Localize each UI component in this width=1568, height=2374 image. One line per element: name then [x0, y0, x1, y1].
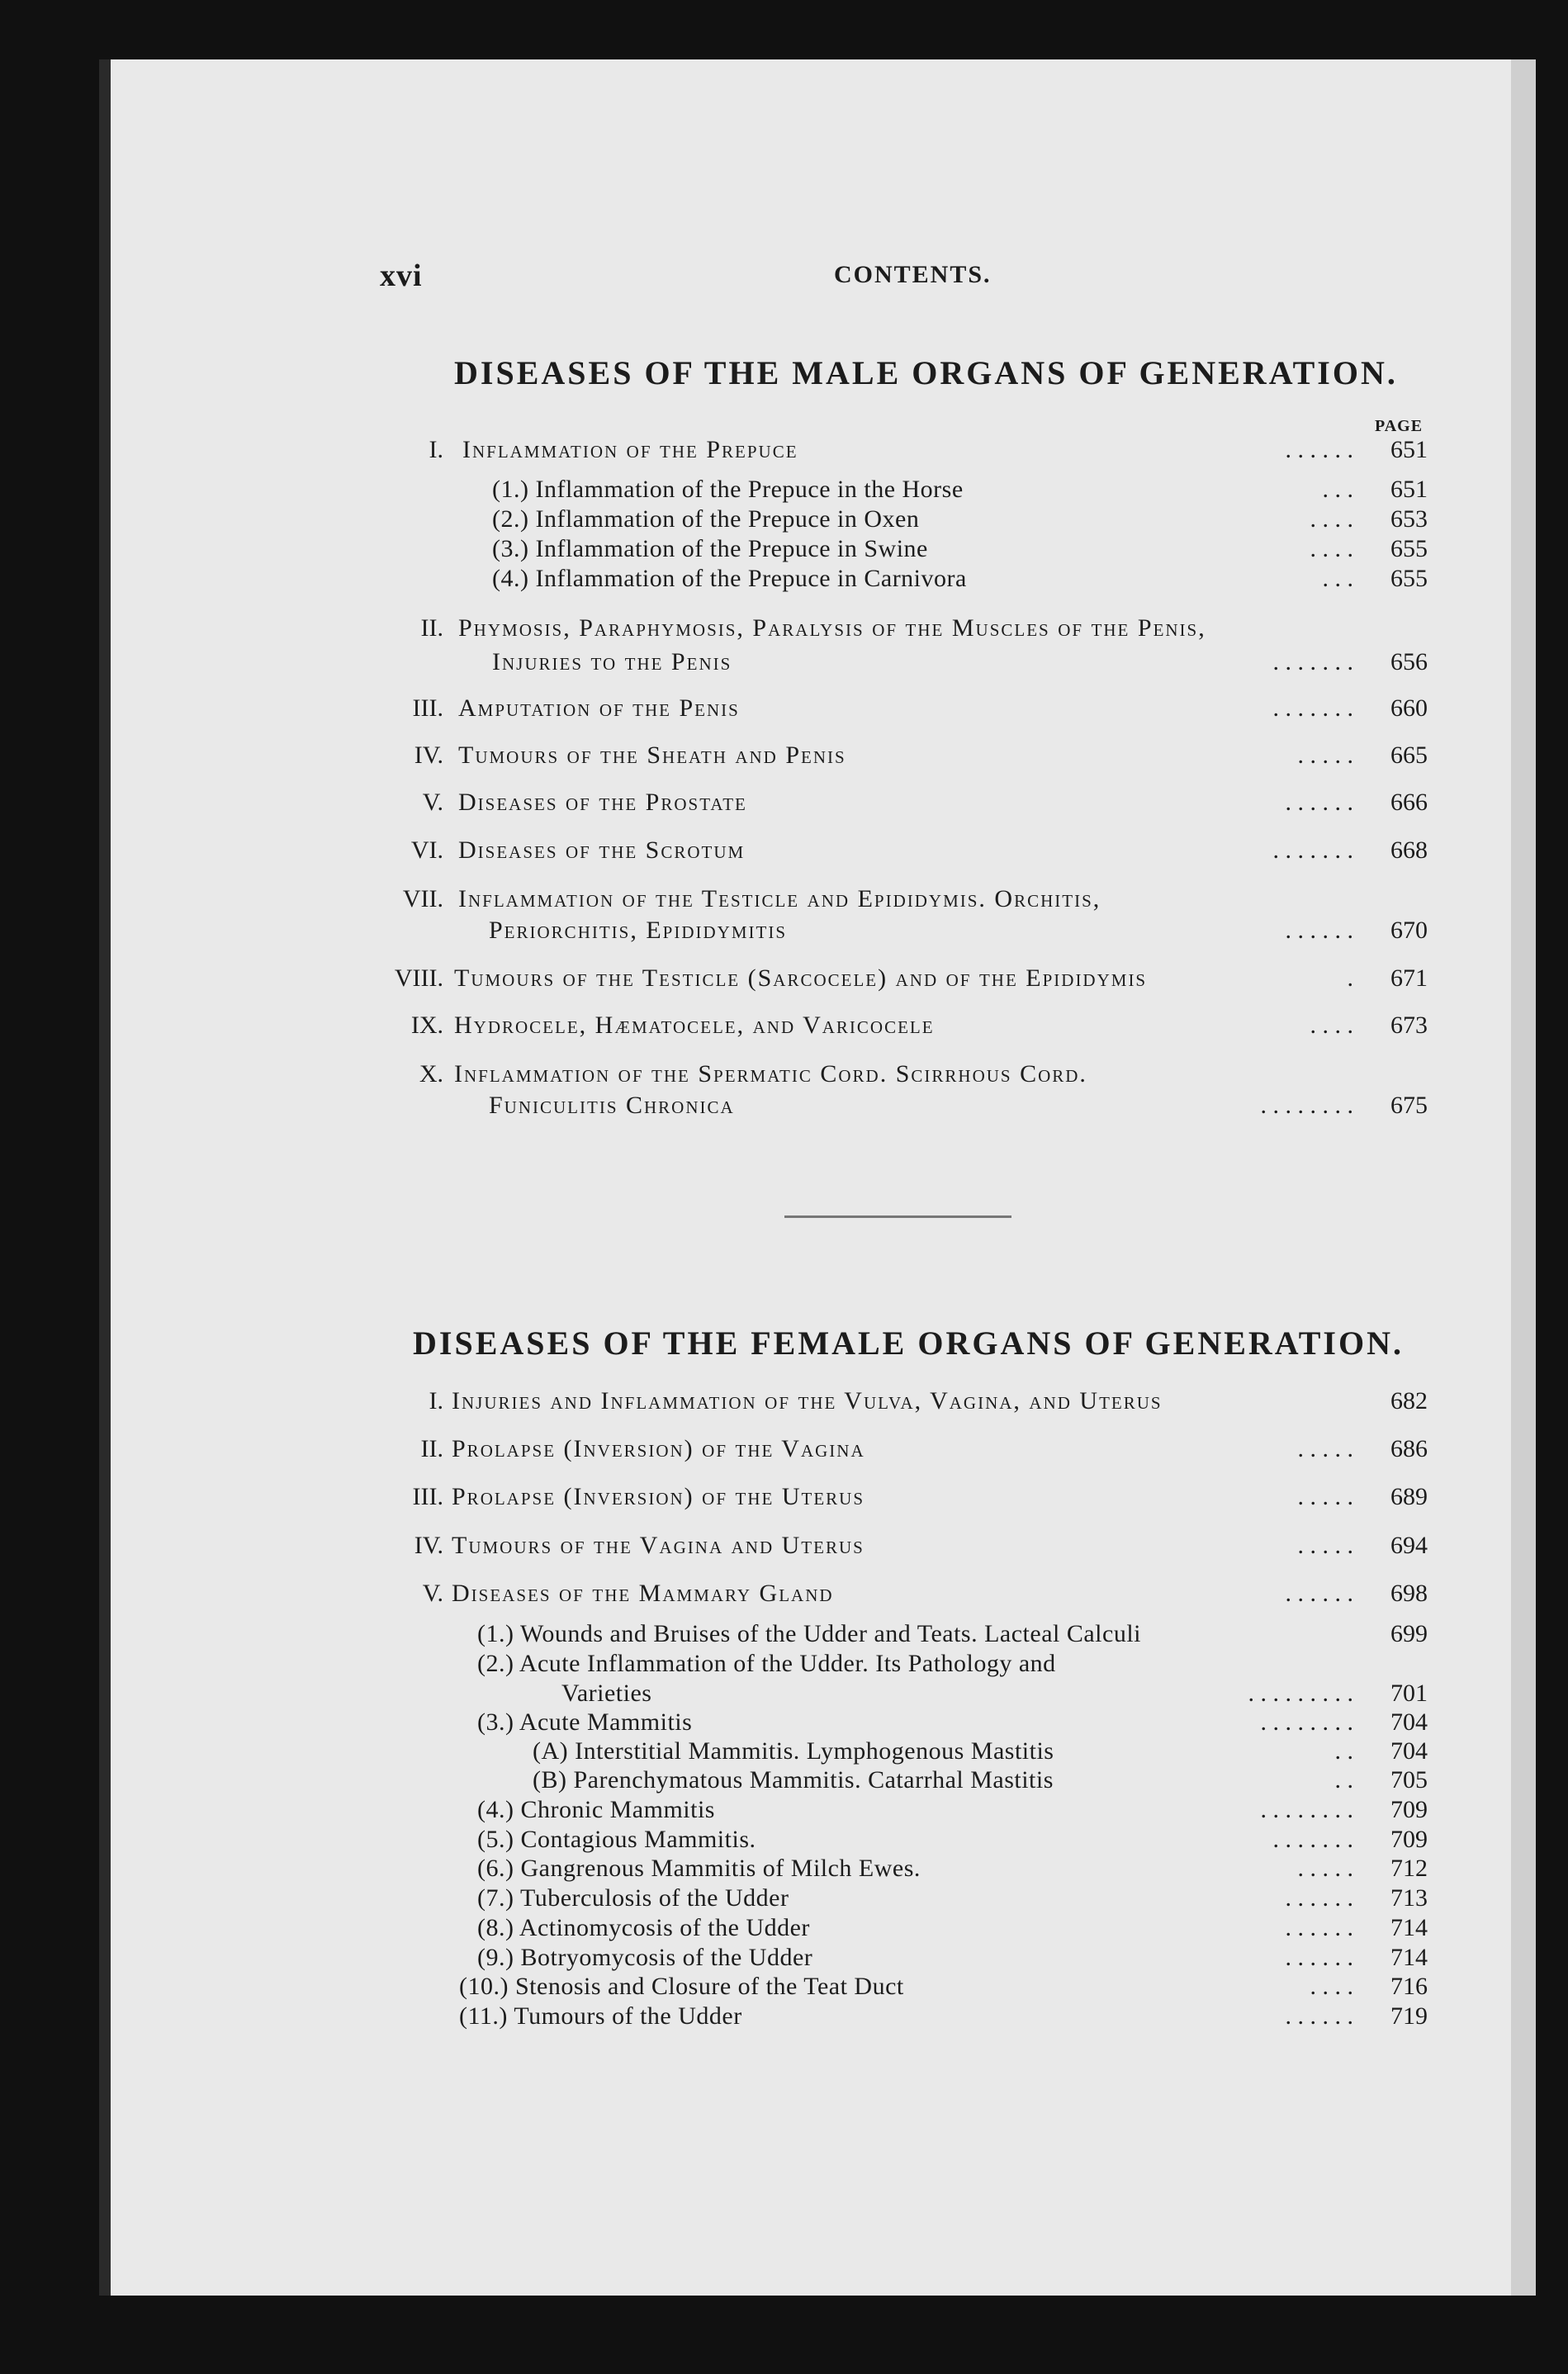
- female-entry: [0, 1532, 1568, 1565]
- entry-title: Inflammation of the Prepuce: [462, 436, 798, 463]
- entry-page: 651: [1390, 476, 1428, 503]
- entry-title: (A) Interstitial Mammitis. Lymphogenous Mastitis: [533, 1737, 1054, 1765]
- entry-page: 719: [1390, 2002, 1428, 2030]
- female-entry: [0, 1387, 1568, 1420]
- male-entry: [0, 476, 1568, 509]
- entry-page: 668: [1390, 836, 1428, 864]
- entry-leader-dots: . . . . . . .: [1272, 836, 1353, 864]
- entry-page: 655: [1390, 535, 1428, 562]
- entry-title: Phymosis, Paraphymosis, Paralysis of the Muscles of the Penis,: [458, 614, 1206, 642]
- entry-title: Inflammation of the Testicle and Epididymis. Orchitis,: [458, 885, 1101, 912]
- entry-page: 705: [1390, 1766, 1428, 1794]
- entry-number: VII.: [402, 885, 443, 912]
- entry-leader-dots: . . . . .: [1297, 742, 1353, 769]
- female-entry: [0, 1973, 1568, 2006]
- entry-leader-dots: . . . . . . .: [1272, 648, 1353, 675]
- entry-page: 714: [1390, 1944, 1428, 1971]
- entry-leader-dots: . . . . . . .: [1272, 1826, 1353, 1853]
- entry-leader-dots: . . . . . . . .: [1260, 1796, 1353, 1823]
- entry-page: 709: [1390, 1826, 1428, 1853]
- page-header: [380, 258, 1412, 291]
- entry-leader-dots: . . . .: [1310, 505, 1353, 533]
- female-entry: [0, 1708, 1568, 1741]
- entry-title: (B) Parenchymatous Mammitis. Catarrhal Mastitis: [533, 1766, 1054, 1794]
- entry-title: Tumours of the Sheath and Penis: [458, 742, 846, 769]
- entry-leader-dots: . . . . . .: [1285, 917, 1353, 944]
- entry-title: (3.) Inflammation of the Prepuce in Swine: [492, 535, 928, 562]
- entry-leader-dots: . .: [1334, 1766, 1353, 1794]
- male-entry: [0, 885, 1568, 918]
- entry-page: 704: [1390, 1737, 1428, 1765]
- entry-title: (10.) Stenosis and Closure of the Teat Duct: [459, 1973, 904, 2000]
- page-number: xvi: [380, 258, 423, 293]
- entry-number: II.: [420, 1435, 443, 1462]
- entry-page: 689: [1390, 1483, 1428, 1510]
- entry-leader-dots: . . . . .: [1297, 1532, 1353, 1559]
- entry-title: (4.) Chronic Mammitis: [477, 1796, 715, 1823]
- female-entry: [0, 1650, 1568, 1683]
- entry-title: Prolapse (Inversion) of the Vagina: [452, 1435, 865, 1462]
- entry-page: 713: [1390, 1884, 1428, 1912]
- entry-leader-dots: . . . . . .: [1285, 2002, 1353, 2030]
- entry-title: Hydrocele, Hæmatocele, and Varicocele: [454, 1012, 935, 1039]
- entry-title: (1.) Inflammation of the Prepuce in the Horse: [492, 476, 964, 503]
- entry-title: Periorchitis, Epididymitis: [489, 917, 788, 944]
- entry-page: 656: [1390, 648, 1428, 675]
- female-entry: [0, 1766, 1568, 1799]
- entry-leader-dots: .: [1347, 964, 1353, 992]
- entry-page: 686: [1390, 1435, 1428, 1462]
- entry-page: 698: [1390, 1580, 1428, 1607]
- entry-number: IV.: [414, 1532, 443, 1559]
- entry-page: 673: [1390, 1012, 1428, 1039]
- male-entry: [0, 789, 1568, 822]
- entry-title: Inflammation of the Spermatic Cord. Scirrhous Cord.: [454, 1060, 1087, 1087]
- entry-title: (8.) Actinomycosis of the Udder: [477, 1914, 810, 1941]
- entry-page: 699: [1390, 1620, 1428, 1647]
- entry-number: I.: [429, 436, 443, 463]
- male-entry: [0, 505, 1568, 538]
- entry-leader-dots: . . . . . . . .: [1260, 1708, 1353, 1736]
- entry-leader-dots: . . . . . . . . .: [1248, 1680, 1353, 1707]
- entry-leader-dots: . . . . . .: [1285, 1944, 1353, 1971]
- entry-title: (3.) Acute Mammitis: [477, 1708, 693, 1736]
- female-entry: [0, 1884, 1568, 1917]
- entry-page: 712: [1390, 1855, 1428, 1882]
- male-entry: [0, 964, 1568, 997]
- entry-number: X.: [419, 1060, 443, 1087]
- entry-title: Diseases of the Scrotum: [458, 836, 746, 864]
- entry-page: 665: [1390, 742, 1428, 769]
- male-entry: [0, 694, 1568, 727]
- female-entry: [0, 1580, 1568, 1613]
- entry-page: 671: [1390, 964, 1428, 992]
- male-entry: [0, 1060, 1568, 1093]
- female-entry: [0, 1680, 1568, 1713]
- entry-leader-dots: . . . . .: [1297, 1855, 1353, 1882]
- male-entry: [0, 917, 1568, 950]
- running-title: CONTENTS.: [834, 261, 992, 288]
- entry-number: I.: [429, 1387, 443, 1414]
- male-entry: [0, 535, 1568, 568]
- male-entry: [0, 742, 1568, 775]
- entry-title: Funiculitis Chronica: [489, 1092, 735, 1119]
- entry-leader-dots: . . . . . .: [1285, 1580, 1353, 1607]
- entry-title: Amputation of the Penis: [458, 694, 740, 722]
- entry-number: III.: [412, 694, 443, 722]
- entry-number: II.: [420, 614, 443, 642]
- male-entry: [0, 1012, 1568, 1045]
- entry-page: 701: [1390, 1680, 1428, 1707]
- entry-title: Injuries to the Penis: [492, 648, 732, 675]
- entry-leader-dots: . . . . .: [1297, 1483, 1353, 1510]
- entry-leader-dots: . . . . . .: [1285, 1884, 1353, 1912]
- entry-leader-dots: . . . .: [1310, 1973, 1353, 2000]
- female-entry: [0, 1483, 1568, 1516]
- female-entry: [0, 1914, 1568, 1947]
- entry-page: 660: [1390, 694, 1428, 722]
- entry-page: 682: [1390, 1387, 1428, 1414]
- male-entry: [0, 648, 1568, 681]
- entry-leader-dots: . . . .: [1310, 535, 1353, 562]
- entry-title: (2.) Inflammation of the Prepuce in Oxen: [492, 505, 920, 533]
- entry-title: (7.) Tuberculosis of the Udder: [477, 1884, 789, 1912]
- entry-leader-dots: . . . .: [1310, 1012, 1353, 1039]
- female-entry: [0, 1826, 1568, 1859]
- male-entry: [0, 836, 1568, 870]
- entry-leader-dots: . . . . . .: [1285, 789, 1353, 816]
- female-entry: [0, 1435, 1568, 1468]
- entry-title: (2.) Acute Inflammation of the Udder. Its Pathology and: [477, 1650, 1056, 1677]
- entry-title: Diseases of the Prostate: [458, 789, 747, 816]
- entry-leader-dots: . . . . . . .: [1272, 694, 1353, 722]
- entry-title: (1.) Wounds and Bruises of the Udder and Teats. Lacteal Calculi: [477, 1620, 1141, 1647]
- entry-page: 714: [1390, 1914, 1428, 1941]
- female-entry: [0, 2002, 1568, 2035]
- entry-leader-dots: . .: [1334, 1737, 1353, 1765]
- entry-title: Varieties: [561, 1680, 652, 1707]
- entry-title: Tumours of the Vagina and Uterus: [452, 1532, 865, 1559]
- entry-number: III.: [412, 1483, 443, 1510]
- entry-title: (9.) Botryomycosis of the Udder: [477, 1944, 813, 1971]
- entry-leader-dots: . . . . .: [1297, 1435, 1353, 1462]
- female-entry: [0, 1855, 1568, 1888]
- entry-leader-dots: . . . . . . . .: [1260, 1092, 1353, 1119]
- entry-page: 651: [1390, 436, 1428, 463]
- entry-leader-dots: . . . . . .: [1285, 1914, 1353, 1941]
- entry-page: 704: [1390, 1708, 1428, 1736]
- entry-number: V.: [422, 789, 443, 816]
- entry-number: IX.: [410, 1012, 443, 1039]
- entry-page: 666: [1390, 789, 1428, 816]
- female-entry: [0, 1620, 1568, 1653]
- entry-title: Prolapse (Inversion) of the Uterus: [452, 1483, 865, 1510]
- entry-number: V.: [422, 1580, 443, 1607]
- male-entry: [0, 565, 1568, 598]
- entry-title: (6.) Gangrenous Mammitis of Milch Ewes.: [477, 1855, 921, 1882]
- section-title-female: DISEASES OF THE FEMALE ORGANS OF GENERATION.: [413, 1324, 1404, 1362]
- entry-title: (5.) Contagious Mammitis.: [477, 1826, 756, 1853]
- female-entry: [0, 1737, 1568, 1770]
- male-entry: [0, 436, 1568, 469]
- male-entry: [0, 1092, 1568, 1125]
- entry-number: IV.: [414, 742, 443, 769]
- entry-title: (11.) Tumours of the Udder: [459, 2002, 742, 2030]
- entry-page: 716: [1390, 1973, 1428, 2000]
- entry-title: Tumours of the Testicle (Sarcocele) and of the Epididymis: [454, 964, 1148, 992]
- entry-title: Injuries and Inflammation of the Vulva, Vagina, and Uterus: [452, 1387, 1163, 1414]
- page-column-label: PAGE: [1375, 417, 1424, 435]
- male-entry: [0, 614, 1568, 647]
- entry-page: 653: [1390, 505, 1428, 533]
- entry-page: 694: [1390, 1532, 1428, 1559]
- entry-leader-dots: . . .: [1322, 476, 1353, 503]
- entry-leader-dots: . . .: [1322, 565, 1353, 592]
- section-title-male: DISEASES OF THE MALE ORGANS OF GENERATION.: [454, 354, 1398, 391]
- entry-number: VI.: [410, 836, 443, 864]
- entry-title: (4.) Inflammation of the Prepuce in Carnivora: [492, 565, 967, 592]
- section-divider: [784, 1215, 1011, 1218]
- entry-page: 670: [1390, 917, 1428, 944]
- entry-number: VIII.: [394, 964, 443, 992]
- entry-title: Diseases of the Mammary Gland: [452, 1580, 834, 1607]
- entry-page: 675: [1390, 1092, 1428, 1119]
- entry-leader-dots: . . . . . .: [1285, 436, 1353, 463]
- female-entry: [0, 1796, 1568, 1829]
- female-entry: [0, 1944, 1568, 1977]
- entry-page: 655: [1390, 565, 1428, 592]
- entry-page: 709: [1390, 1796, 1428, 1823]
